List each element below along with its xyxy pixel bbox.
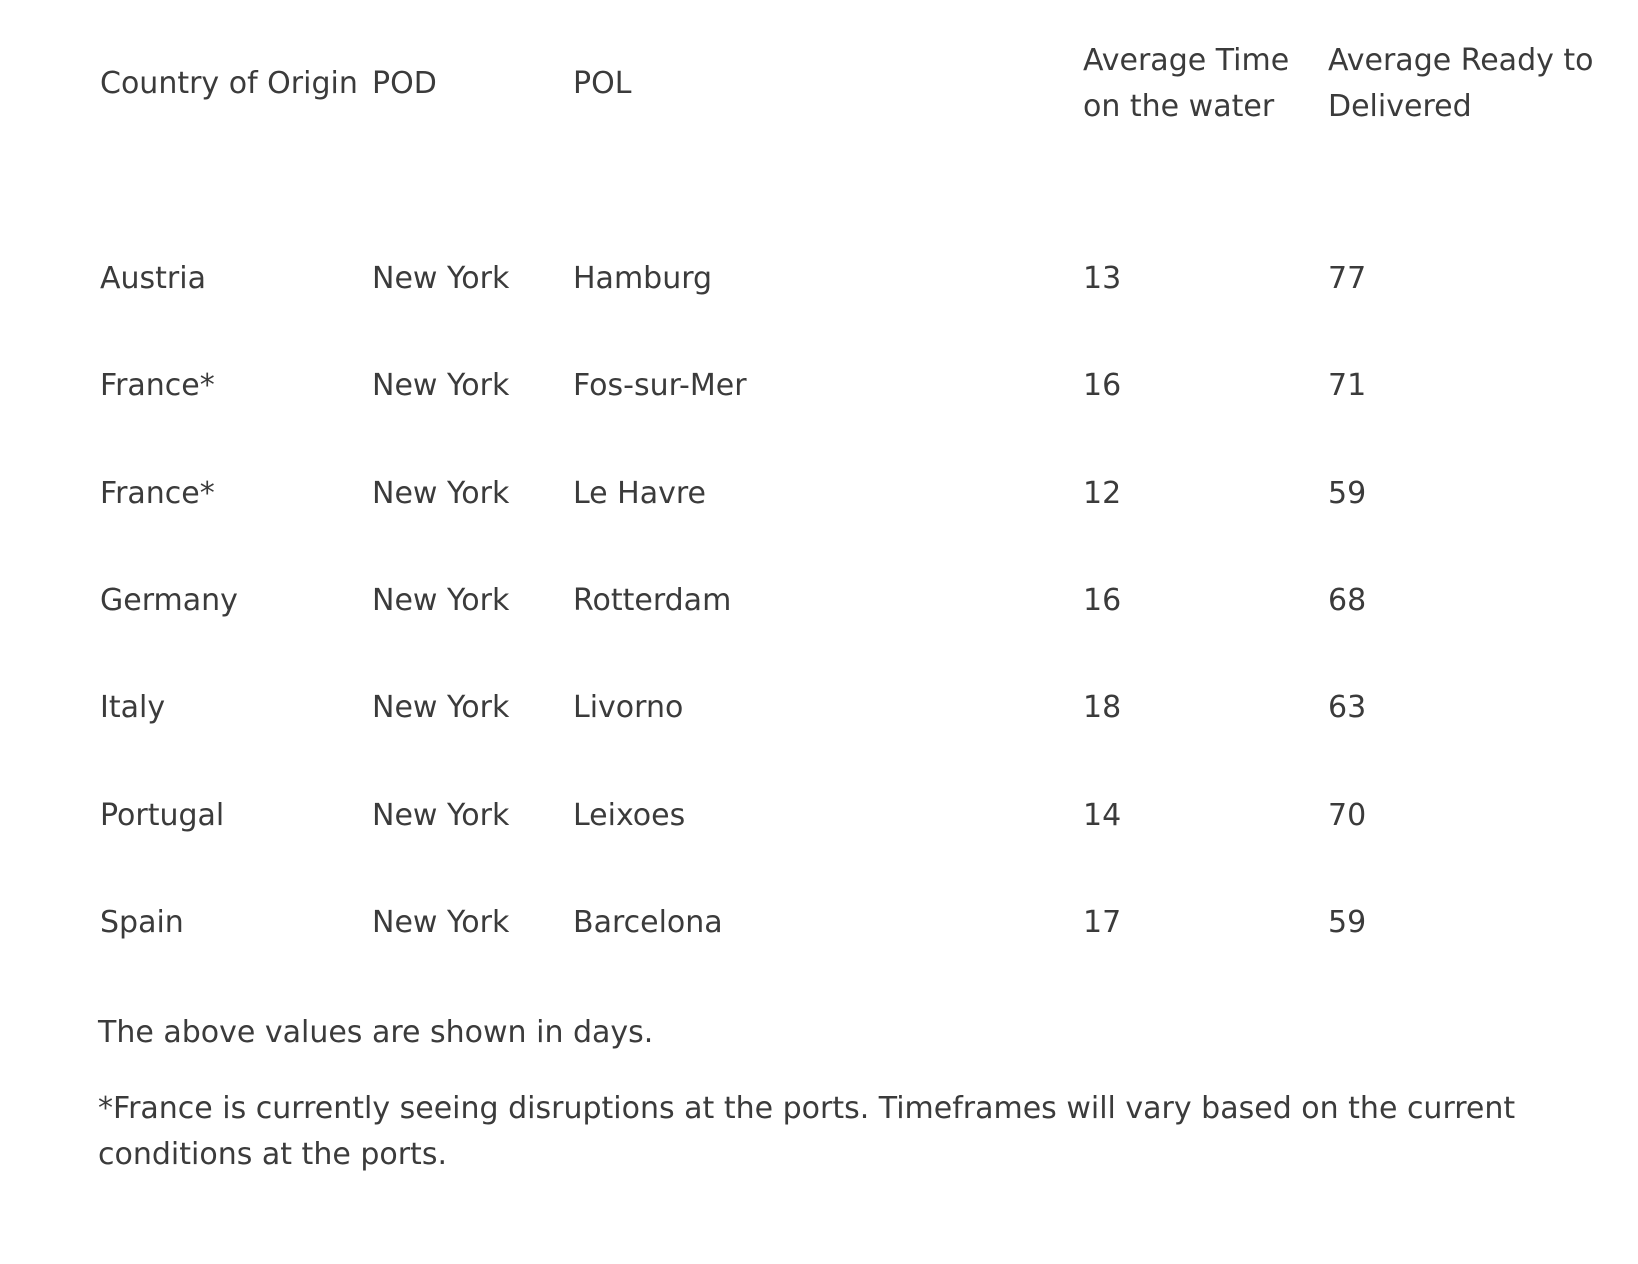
cell-pol: Rotterdam — [573, 583, 732, 619]
cell-pol: Livorno — [573, 690, 684, 726]
cell-pod: New York — [372, 797, 510, 833]
table-row — [100, 869, 1638, 976]
cell-pod: New York — [372, 368, 510, 404]
header-country-of-origin: Country of Origin — [100, 66, 358, 101]
cell-ready-to-delivered: 59 — [1328, 904, 1367, 940]
table-body — [100, 130, 1638, 976]
cell-ready-to-delivered: 77 — [1328, 261, 1367, 297]
table-header — [100, 38, 1638, 130]
header-average-time-on-water: Average Time on the water — [1083, 43, 1290, 124]
cell-pod: New York — [372, 690, 510, 726]
header-pol: POL — [573, 66, 632, 101]
cell-country: France* — [100, 368, 215, 404]
cell-pol: Hamburg — [573, 261, 713, 297]
cell-time-on-water: 17 — [1083, 904, 1122, 940]
cell-pol: Le Havre — [573, 475, 707, 511]
cell-pod: New York — [372, 475, 510, 511]
table-row — [100, 547, 1638, 654]
cell-time-on-water: 16 — [1083, 583, 1122, 619]
cell-ready-to-delivered: 59 — [1328, 475, 1367, 511]
cell-time-on-water: 16 — [1083, 368, 1122, 404]
table-row — [100, 654, 1638, 761]
cell-ready-to-delivered: 63 — [1328, 690, 1367, 726]
cell-time-on-water: 13 — [1083, 261, 1122, 297]
cell-pol: Fos-sur-Mer — [573, 368, 747, 404]
cell-time-on-water: 12 — [1083, 475, 1122, 511]
spacer-cell — [100, 130, 1638, 225]
cell-time-on-water: 14 — [1083, 797, 1122, 833]
table-row — [100, 225, 1638, 332]
cell-ready-to-delivered: 68 — [1328, 583, 1367, 619]
cell-pol: Leixoes — [573, 797, 686, 833]
transit-times-table — [100, 38, 1638, 976]
cell-pod: New York — [372, 583, 510, 619]
header-row — [100, 38, 1638, 130]
table-row — [100, 440, 1638, 547]
cell-ready-to-delivered: 70 — [1328, 797, 1367, 833]
cell-country: France* — [100, 475, 215, 511]
cell-time-on-water: 18 — [1083, 690, 1122, 726]
units-note: The above values are shown in days. — [98, 1015, 654, 1050]
cell-country: Austria — [100, 261, 206, 297]
header-pod: POD — [372, 66, 437, 101]
table-row — [100, 761, 1638, 868]
cell-country: Italy — [100, 690, 166, 726]
table-notes — [98, 1010, 1518, 1208]
header-spacer — [100, 130, 1638, 225]
cell-pod: New York — [372, 904, 510, 940]
cell-pol: Barcelona — [573, 904, 723, 940]
cell-pod: New York — [372, 261, 510, 297]
transit-times-table-container — [100, 38, 1638, 976]
header-average-ready-to-delivered: Average Ready to Delivered — [1328, 43, 1594, 124]
cell-country: Portugal — [100, 797, 225, 833]
france-disruption-note: *France is currently seeing disruptions at the ports. Timeframes will vary based on the current conditions at the ports. — [98, 1091, 1516, 1172]
cell-country: Germany — [100, 583, 238, 619]
cell-ready-to-delivered: 71 — [1328, 368, 1367, 404]
table-row — [100, 332, 1638, 439]
cell-country: Spain — [100, 904, 184, 940]
